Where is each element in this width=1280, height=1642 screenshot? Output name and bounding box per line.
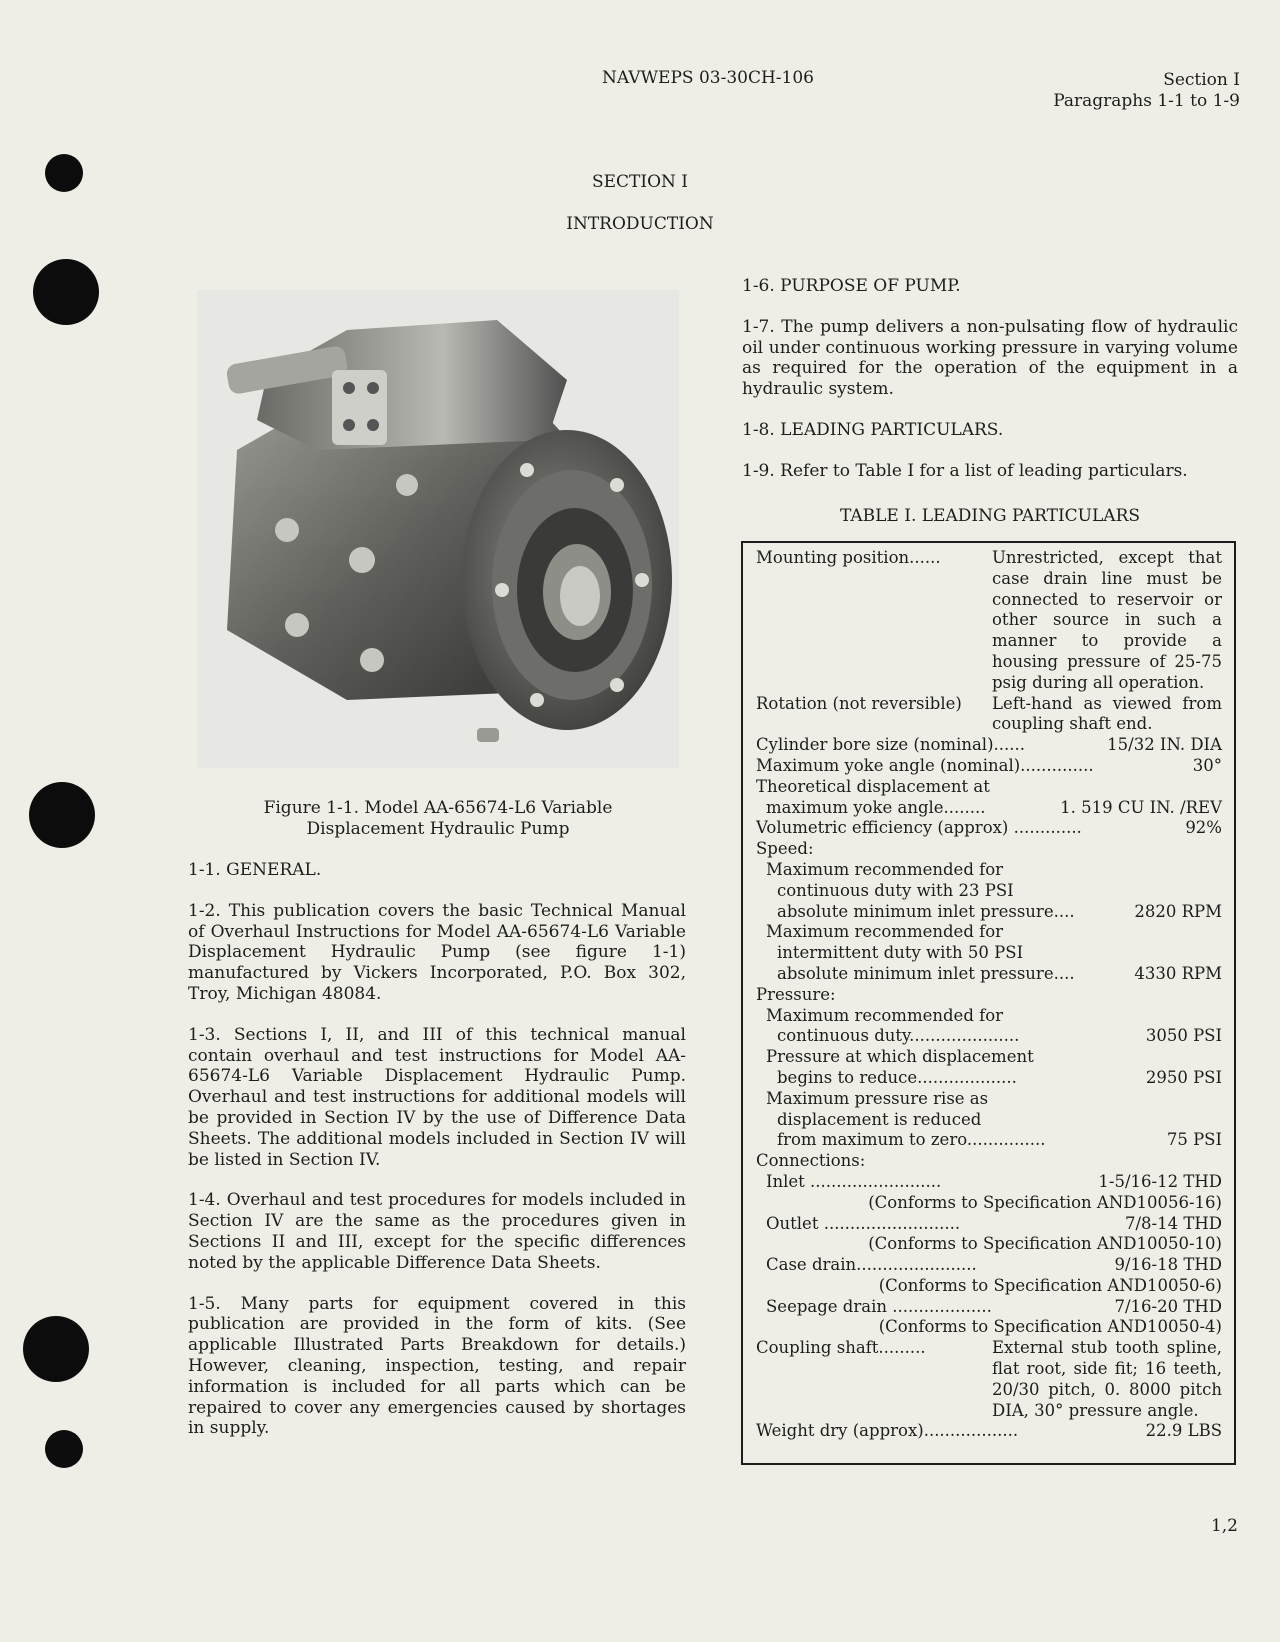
row-value: 3050 PSI xyxy=(1145,1026,1222,1046)
row-value: 1. 519 CU IN. /REV xyxy=(1060,797,1222,817)
paragraph-1-5: 1-5. Many parts for equipment covered in this publication are provided in the form of kits. (See applicable Illustrated Parts Breakdown for details.) However, cleaning, inspection, testing, and repair information is included for all parts which can be repaired to cover any emergencies caused by shortages in supply. xyxy=(188,1293,686,1439)
table-row xyxy=(756,902,1222,923)
document-number: NAVWEPS 03-30CH-106 xyxy=(602,68,814,88)
table-row xyxy=(756,1214,1222,1235)
pump-illustration xyxy=(197,290,679,768)
row-label: from maximum to zero............... xyxy=(777,1130,1046,1150)
table-row xyxy=(756,818,1222,839)
row-value: 1-5/16-12 THD xyxy=(1098,1171,1222,1191)
right-column xyxy=(742,276,1238,502)
row-label: displacement is reduced xyxy=(777,1109,982,1129)
table-row xyxy=(756,1338,1222,1421)
paragraph-heading-particulars: 1-8. LEADING PARTICULARS. xyxy=(742,419,1004,440)
row-label: Maximum yoke angle (nominal).............. xyxy=(756,755,1094,775)
row-label: begins to reduce................... xyxy=(777,1067,1017,1087)
figure-caption-line: Figure 1-1. Model AA-65674-L6 Variable xyxy=(263,798,613,818)
table-row xyxy=(756,548,1222,694)
table-row xyxy=(756,1297,1222,1318)
group-heading: Speed: xyxy=(756,839,814,859)
row-label: Maximum recommended for xyxy=(766,922,1004,942)
row-value: 2950 PSI xyxy=(1145,1067,1222,1087)
table-title: TABLE I. LEADING PARTICULARS xyxy=(839,506,1141,526)
paragraph-1-3: 1-3. Sections I, II, and III of this technical manual contain overhaul and test instructions for Model AA-65674-L6 Variable Displacement Hydraulic Pump. Overhaul and test instructions for additional models will be provided in Section IV by the use of Difference Data Sheets. The additional models included in Section IV will be listed in Section IV. xyxy=(188,1024,686,1170)
figure-caption xyxy=(197,798,679,840)
row-label: Inlet ......................... xyxy=(766,1171,942,1191)
row-label: Maximum pressure rise as xyxy=(766,1088,989,1108)
page-number: 1,2 xyxy=(1210,1516,1238,1536)
row-label: Mounting position...... xyxy=(756,548,941,567)
row-value: 4330 RPM xyxy=(1134,963,1222,983)
spec-note: (Conforms to Specification AND10056-16) xyxy=(868,1192,1222,1212)
figure-caption-line: Displacement Hydraulic Pump xyxy=(306,819,570,839)
row-label: Maximum recommended for xyxy=(766,859,1004,879)
table-row xyxy=(756,735,1222,756)
binder-hole xyxy=(45,1430,83,1468)
table-row xyxy=(756,756,1222,777)
binder-hole xyxy=(29,782,95,848)
paragraph-range: Paragraphs 1-1 to 1-9 xyxy=(1053,91,1240,111)
paragraph-heading-general: 1-1. GENERAL. xyxy=(188,860,322,880)
row-label: Pressure at which displacement xyxy=(766,1047,1034,1067)
paragraph-1-4: 1-4. Overhaul and test procedures for models included in Section IV are the same as the procedures given in Sections II and III, except for the specific differences noted by the applicable Difference Data Sheets. xyxy=(188,1190,686,1273)
table-row xyxy=(756,964,1222,985)
row-value: 9/16-18 THD xyxy=(1114,1255,1222,1275)
row-value: 75 PSI xyxy=(1166,1130,1222,1150)
row-value: 7/8-14 THD xyxy=(1125,1213,1222,1233)
table-row xyxy=(756,1130,1222,1151)
table-row xyxy=(756,1026,1222,1047)
binder-hole xyxy=(23,1316,89,1382)
row-label: Cylinder bore size (nominal)...... xyxy=(756,735,1025,755)
table-row xyxy=(756,694,1222,736)
paragraph-1-7: 1-7. The pump delivers a non-pulsating flow of hydraulic oil under continuous working pressure in varying volume as required for the operation of the equipment in a hydraulic system. xyxy=(742,316,1238,400)
binder-hole xyxy=(33,259,99,325)
row-value: 2820 RPM xyxy=(1134,901,1222,921)
group-heading: Connections: xyxy=(756,1151,866,1171)
section-label: Section I xyxy=(1163,70,1240,90)
section-heading: SECTION I xyxy=(591,172,689,192)
spec-note: (Conforms to Specification AND10050-4) xyxy=(878,1317,1222,1337)
row-value: 92% xyxy=(1185,818,1222,838)
row-label: continuous duty..................... xyxy=(777,1026,1020,1046)
spec-note: (Conforms to Specification AND10050-10) xyxy=(868,1234,1222,1254)
section-reference xyxy=(1053,70,1240,112)
row-value: 15/32 IN. DIA xyxy=(1107,735,1222,755)
row-label: Seepage drain ................... xyxy=(766,1296,992,1316)
row-label: Coupling shaft......... xyxy=(756,1338,926,1358)
table-row xyxy=(756,1255,1222,1276)
paragraph-1-9: 1-9. Refer to Table I for a list of leading particulars. xyxy=(742,460,1188,481)
row-value: Left-hand as viewed from coupling shaft end. xyxy=(992,693,1222,734)
paragraph-1-2: 1-2. This publication covers the basic Technical Manual of Overhaul Instructions for Model AA-65674-L6 Variable Displacement Hydraulic Pump (see figure 1-1) manufactured by Vickers Incorporated, P.O. Box 302, Troy, Michigan 48084. xyxy=(188,900,686,1004)
row-value: 22.9 LBS xyxy=(1145,1421,1222,1441)
table-row xyxy=(756,798,1222,819)
table-row xyxy=(756,1421,1222,1442)
pump-photograph xyxy=(197,290,679,768)
row-label: Theoretical displacement at xyxy=(756,776,990,796)
row-label: Weight dry (approx).................. xyxy=(756,1421,1019,1441)
row-label: Volumetric efficiency (approx) ............. xyxy=(756,818,1082,838)
row-label: maximum yoke angle........ xyxy=(766,797,986,817)
row-label: continuous duty with 23 PSI xyxy=(777,880,1014,900)
table-row xyxy=(756,1068,1222,1089)
row-label: absolute minimum inlet pressure.... xyxy=(777,901,1075,921)
row-value: External stub tooth spline, flat root, side fit; 16 teeth, 20/30 pitch, 0. 8000 pitch DIA, 30° pressure angle. xyxy=(992,1338,1222,1420)
row-label: Rotation (not reversible) xyxy=(756,693,962,713)
row-label: Outlet .......................... xyxy=(766,1213,961,1233)
row-value: 7/16-20 THD xyxy=(1114,1296,1222,1316)
paragraph-heading-purpose: 1-6. PURPOSE OF PUMP. xyxy=(742,276,961,296)
section-subheading: INTRODUCTION xyxy=(566,214,714,234)
spec-note: (Conforms to Specification AND10050-6) xyxy=(878,1275,1222,1295)
row-label: Case drain....................... xyxy=(766,1255,977,1275)
row-value: 30° xyxy=(1192,755,1222,775)
row-label: absolute minimum inlet pressure.... xyxy=(777,963,1075,983)
row-label: intermittent duty with 50 PSI xyxy=(777,943,1024,963)
group-heading: Pressure: xyxy=(756,984,836,1004)
table-row xyxy=(756,1172,1222,1193)
left-column xyxy=(188,860,686,1459)
leading-particulars-table xyxy=(741,541,1236,1465)
row-value: Unrestricted, except that case drain line must be connected to reservoir or other source in such a manner to provide a housing pressure of 25-75 psig during all operation. xyxy=(992,548,1222,692)
row-label: Maximum recommended for xyxy=(766,1005,1004,1025)
